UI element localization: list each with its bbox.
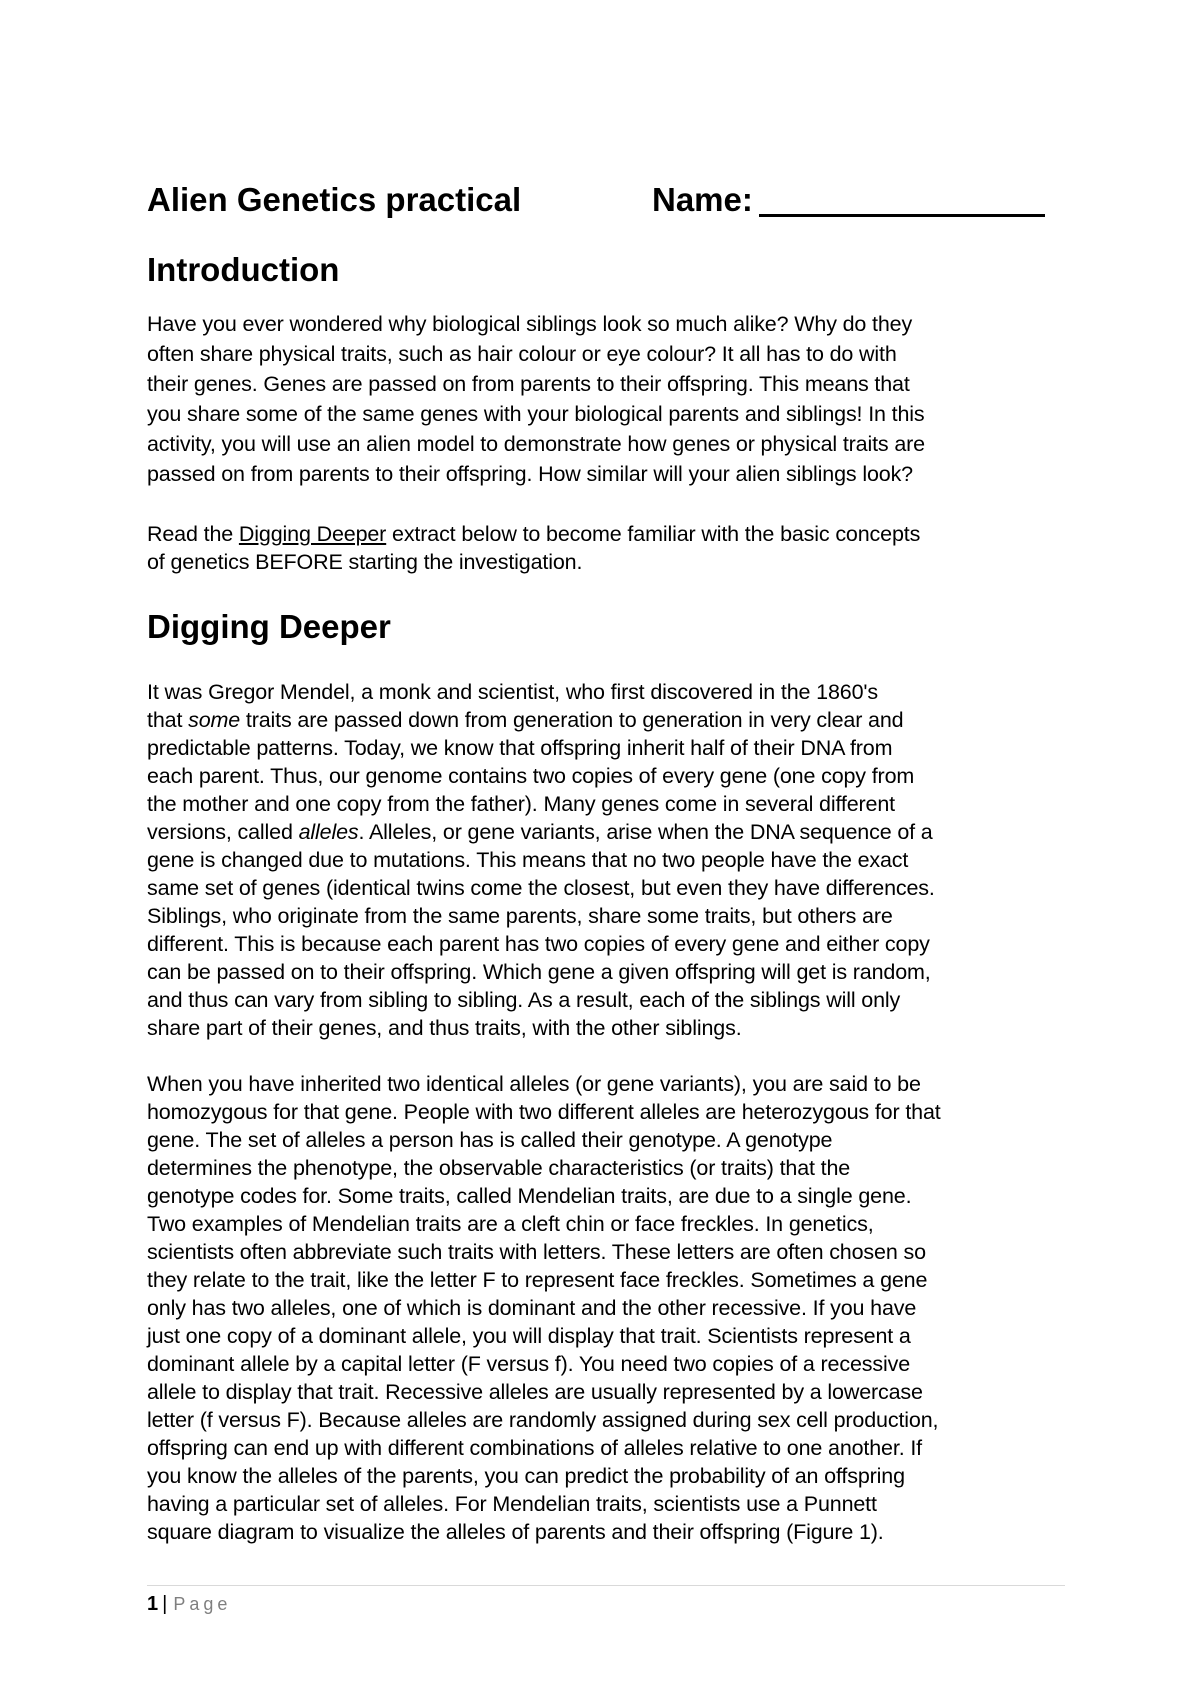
text-line: can be passed on to their offspring. Which gene a given offspring will get is random, bbox=[147, 960, 931, 984]
text-line: each parent. Thus, our genome contains two copies of every gene (one copy from bbox=[147, 764, 915, 788]
text-segment: that bbox=[147, 708, 189, 732]
text-line: It was Gregor Mendel, a monk and scientist, who first discovered in the 1860's bbox=[147, 680, 878, 704]
emphasis-text: alleles bbox=[298, 820, 359, 844]
text-line: the mother and one copy from the father). Many genes come in several different bbox=[147, 792, 895, 816]
text-line: predictable patterns. Today, we know that offspring inherit half of their DNA from bbox=[147, 736, 893, 760]
text-line bbox=[147, 706, 1065, 734]
text-line: different. This is because each parent has two copies of every gene and either copy bbox=[147, 932, 930, 956]
text-segment: . Alleles, or gene variants, arise when the DNA sequence of a bbox=[358, 820, 933, 844]
alleles-paragraph bbox=[147, 1070, 1065, 1546]
text-line: only has two alleles, one of which is dominant and the other recessive. If you have bbox=[147, 1296, 917, 1320]
name-blank-line bbox=[759, 180, 1045, 217]
text-line: often share physical traits, such as hair colour or eye colour? It all has to do with bbox=[147, 342, 897, 366]
emphasis-text: some bbox=[188, 708, 241, 732]
text-line: share part of their genes, and thus traits, with the other siblings. bbox=[147, 1016, 742, 1040]
text-line: square diagram to visualize the alleles of parents and their offspring (Figure 1). bbox=[147, 1520, 884, 1544]
text-segment: versions, called bbox=[147, 820, 299, 844]
text-line: dominant allele by a capital letter (F versus f). You need two copies of a recessive bbox=[147, 1352, 911, 1376]
text-line: their genes. Genes are passed on from parents to their offspring. This means that bbox=[147, 372, 910, 396]
text-line: gene is changed due to mutations. This means that no two people have the exact bbox=[147, 848, 909, 872]
reading-instruction-paragraph bbox=[147, 520, 1065, 576]
introduction-heading: Introduction bbox=[147, 251, 340, 288]
footer-divider bbox=[147, 1585, 1065, 1586]
text-line: of genetics BEFORE starting the investigation. bbox=[147, 550, 583, 574]
digging-deeper-heading: Digging Deeper bbox=[147, 608, 391, 645]
document-title: Alien Genetics practical bbox=[147, 181, 522, 218]
text-line: having a particular set of alleles. For Mendelian traits, scientists use a Punnett bbox=[147, 1492, 877, 1516]
text-line bbox=[147, 520, 1065, 548]
text-line: gene. The set of alleles a person has is called their genotype. A genotype bbox=[147, 1128, 833, 1152]
introduction-paragraph bbox=[147, 309, 1065, 489]
footer-separator: | bbox=[162, 1593, 168, 1615]
mendel-paragraph bbox=[147, 678, 1065, 1042]
text-line: you know the alleles of the parents, you can predict the probability of an offspring bbox=[147, 1464, 905, 1488]
page-footer bbox=[147, 1591, 231, 1617]
document-page bbox=[147, 0, 1065, 1696]
text-line: genotype codes for. Some traits, called Mendelian traits, are due to a single gene. bbox=[147, 1184, 912, 1208]
name-label: Name: bbox=[652, 181, 753, 218]
text-line bbox=[147, 818, 1065, 846]
text-line: just one copy of a dominant allele, you will display that trait. Scientists represent a bbox=[147, 1324, 911, 1348]
page-number: 1 bbox=[147, 1593, 159, 1615]
text-line: you share some of the same genes with your biological parents and siblings! In this bbox=[147, 402, 925, 426]
digging-deeper-link[interactable]: Digging Deeper bbox=[238, 522, 387, 546]
text-line: When you have inherited two identical alleles (or gene variants), you are said to be bbox=[147, 1072, 921, 1096]
text-line: determines the phenotype, the observable characteristics (or traits) that the bbox=[147, 1156, 851, 1180]
text-line: same set of genes (identical twins come the closest, but even they have differences. bbox=[147, 876, 935, 900]
text-line: scientists often abbreviate such traits with letters. These letters are often chosen so bbox=[147, 1240, 926, 1264]
text-line: letter (f versus F). Because alleles are randomly assigned during sex cell production, bbox=[147, 1408, 939, 1432]
text-line: they relate to the trait, like the letter F to represent face freckles. Sometimes a gene bbox=[147, 1268, 928, 1292]
text-line: Siblings, who originate from the same parents, share some traits, but others are bbox=[147, 904, 893, 928]
title-row bbox=[147, 175, 1065, 225]
text-line: offspring can end up with different combinations of alleles relative to one another. If bbox=[147, 1436, 922, 1460]
name-field bbox=[652, 175, 1045, 225]
text-line: homozygous for that gene. People with two different alleles are heterozygous for that bbox=[147, 1100, 941, 1124]
page-label: Page bbox=[173, 1594, 232, 1614]
text-line: and thus can vary from sibling to sibling. As a result, each of the siblings will only bbox=[147, 988, 901, 1012]
text-line: Two examples of Mendelian traits are a cleft chin or face freckles. In genetics, bbox=[147, 1212, 874, 1236]
text-segment: extract below to become familiar with the basic concepts bbox=[386, 522, 921, 546]
text-line: passed on from parents to their offspring. How similar will your alien siblings look? bbox=[147, 462, 913, 486]
text-segment: traits are passed down from generation to generation in very clear and bbox=[240, 708, 904, 732]
text-segment: Read the bbox=[147, 522, 239, 546]
text-line: activity, you will use an alien model to demonstrate how genes or physical traits are bbox=[147, 432, 925, 456]
text-line: allele to display that trait. Recessive alleles are usually represented by a lowercase bbox=[147, 1380, 923, 1404]
text-line: Have you ever wondered why biological siblings look so much alike? Why do they bbox=[147, 312, 913, 336]
